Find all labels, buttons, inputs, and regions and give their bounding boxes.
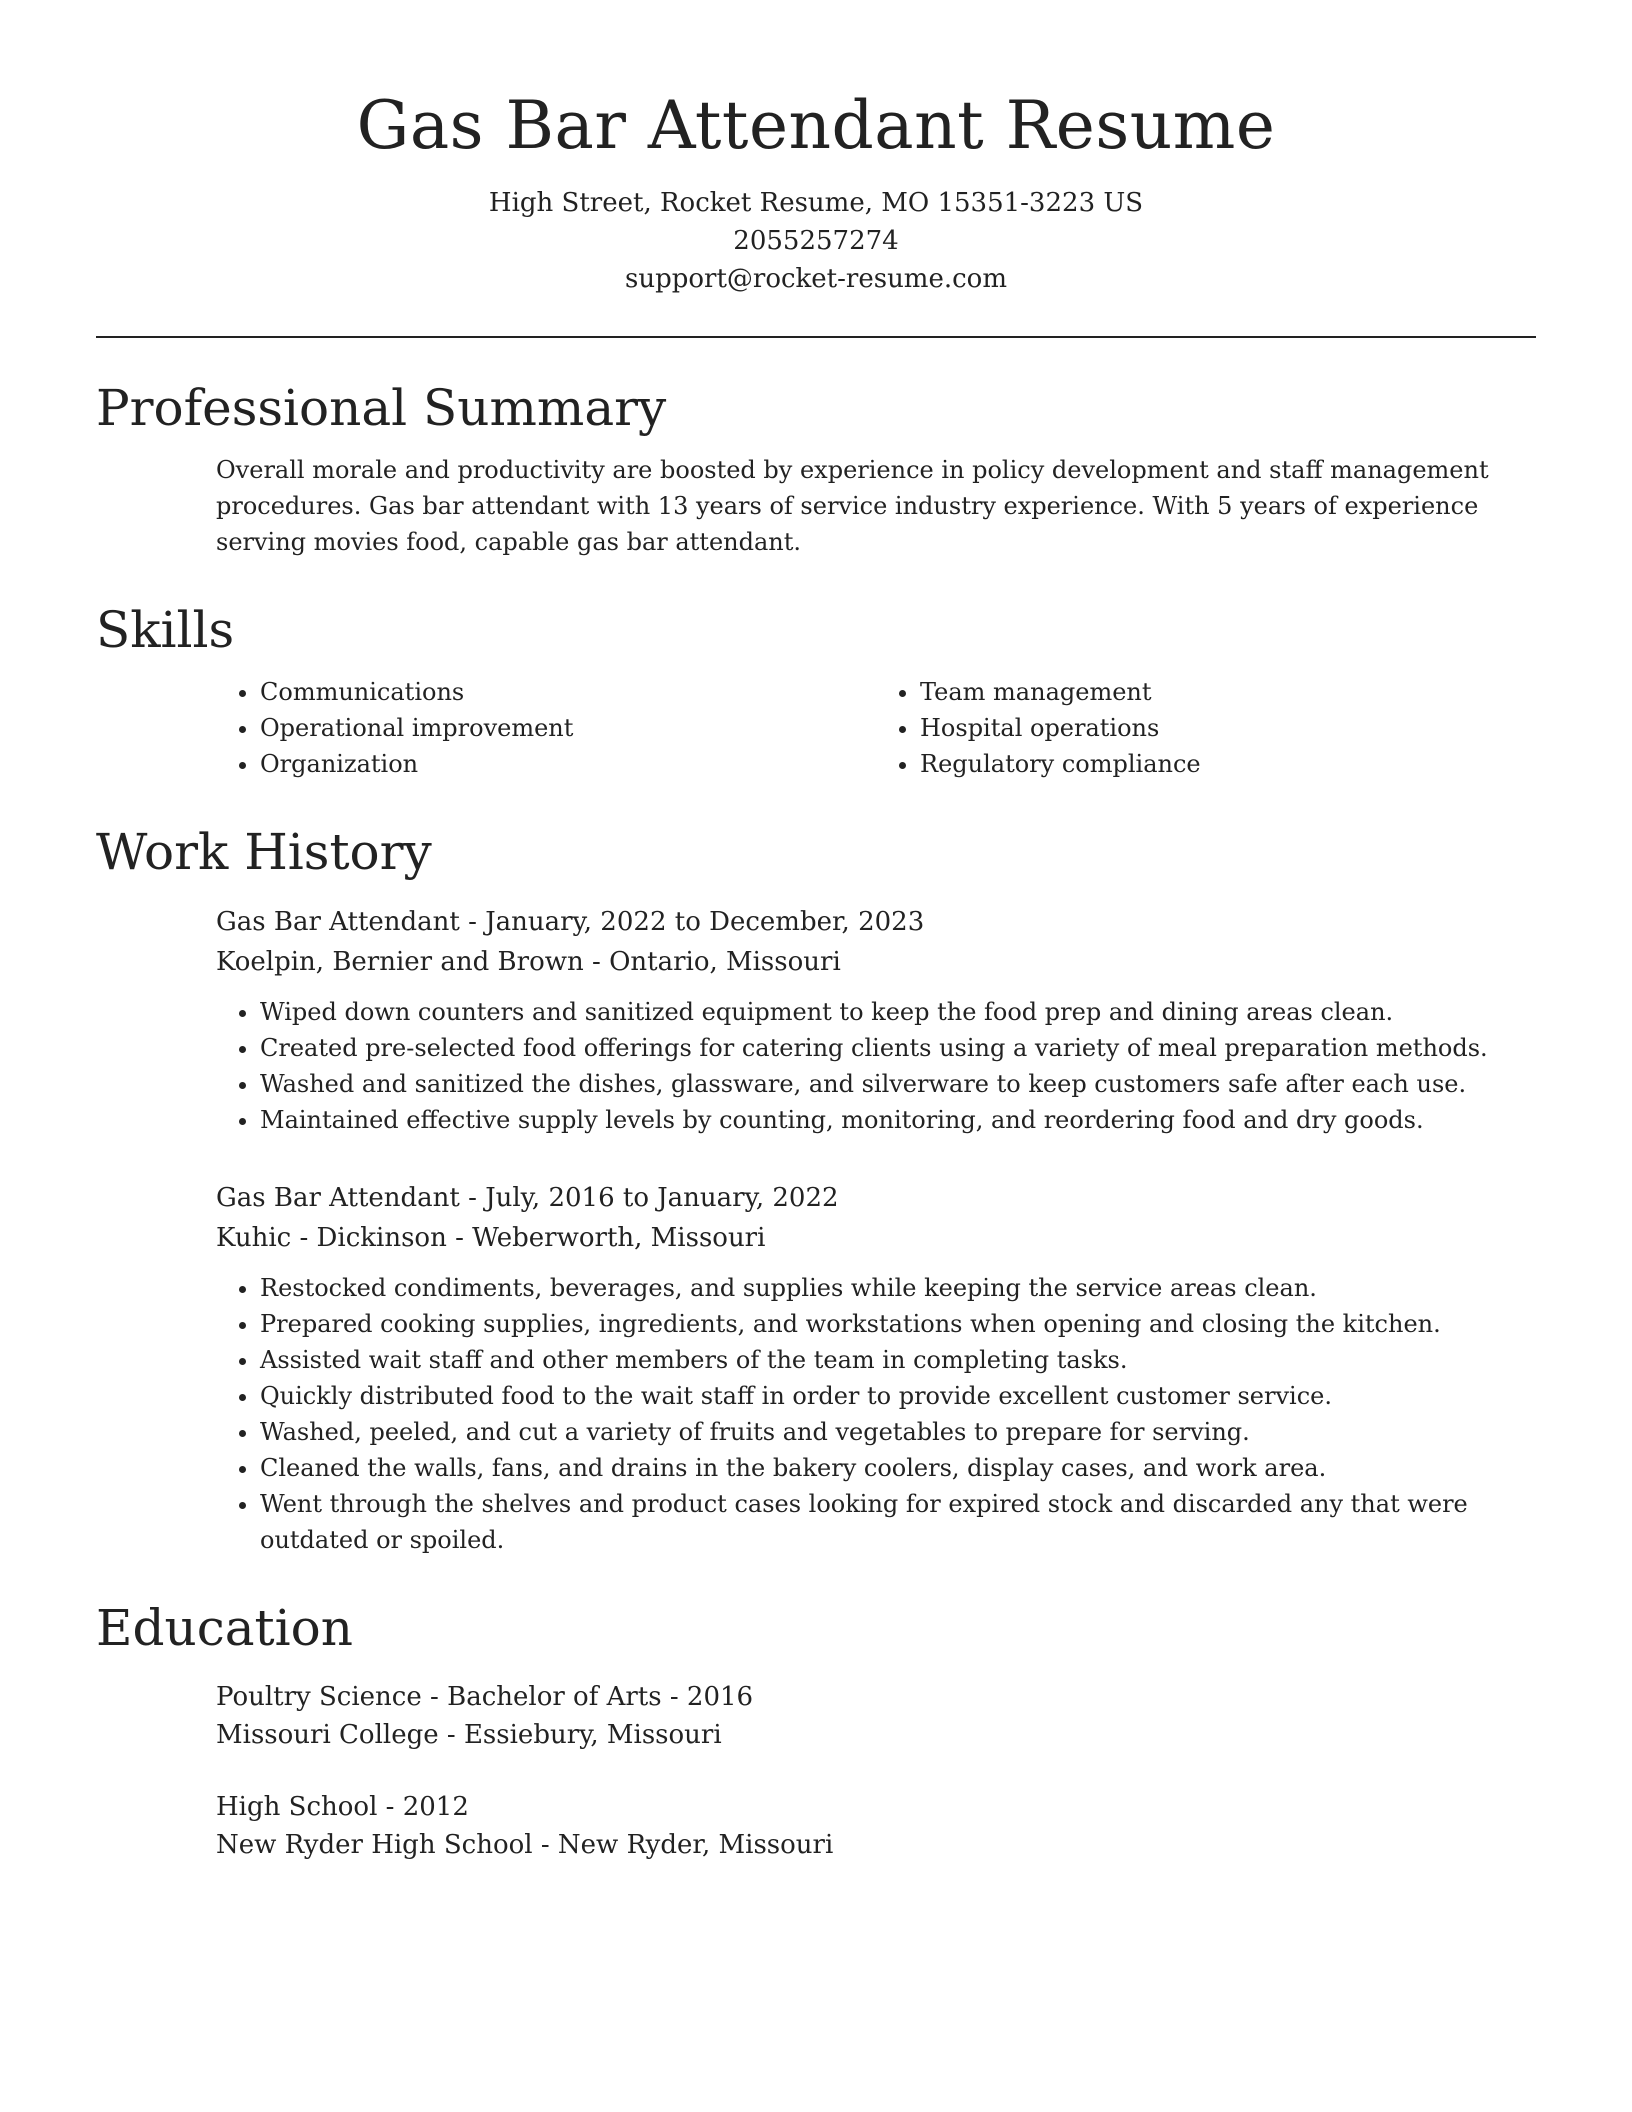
education-section — [96, 1598, 1536, 1864]
list-item: • Prepared cooking supplies, ingredients, and workstations when opening and closing the kitchen. — [260, 1306, 1536, 1342]
education-school-line: Missouri College - Essiebury, Missouri — [216, 1720, 722, 1750]
list-item: • Went through the shelves and product cases looking for expired stock and discarded any that were outdated or spoiled. — [260, 1486, 1536, 1558]
list-item: • Quickly distributed food to the wait staff in order to provide excellent customer service. — [260, 1378, 1536, 1414]
summary-text: Overall morale and productivity are boosted by experience in policy development and staff management procedures. Gas bar attendant with 13 years of service industry experience. With 5 years of experience serving movies food, capable gas bar attendant. — [216, 456, 1489, 556]
education-entry — [96, 1788, 1536, 1864]
job-bullets — [216, 994, 1536, 1138]
skills-column-right — [876, 674, 1536, 782]
job-dates: January, 2022 to December, 2023 — [485, 907, 925, 937]
education-school: New Ryder High School — [216, 1830, 533, 1860]
list-item: • Cleaned the walls, fans, and drains in the bakery coolers, display cases, and work area. — [260, 1450, 1536, 1486]
skill-item: • Regulatory compliance — [920, 746, 1536, 782]
work-history-section — [96, 822, 1536, 1558]
resume-header — [96, 0, 1536, 298]
contact-info — [96, 184, 1536, 298]
education-field: Poultry Science — [216, 1682, 422, 1712]
job-company-line: Koelpin, Bernier and Brown - Ontario, Missouri — [216, 947, 841, 977]
skill-item: • Hospital operations — [920, 710, 1536, 746]
job-role: Gas Bar Attendant — [216, 907, 460, 937]
resume-title: Gas Bar Attendant Resume — [356, 87, 1276, 164]
list-item: • Created pre-selected food offerings for catering clients using a variety of meal preparation methods. — [260, 1030, 1536, 1066]
job-title-line: Gas Bar Attendant - January, 2022 to December, 2023 — [216, 907, 925, 937]
education-location: Essiebury, Missouri — [463, 1720, 722, 1750]
email: support@rocket-resume.com — [624, 264, 1007, 294]
education-year: 2016 — [686, 1682, 754, 1712]
education-location: New Ryder, Missouri — [557, 1830, 834, 1860]
professional-summary-section — [96, 378, 1536, 560]
education-degree-line: Poultry Science - Bachelor of Arts - 2016 — [216, 1682, 754, 1712]
education-school-line: New Ryder High School - New Ryder, Missouri — [216, 1830, 834, 1860]
section-title-education: Education — [96, 1599, 353, 1657]
skills-column-left — [216, 674, 876, 782]
skill-item: • Operational improvement — [260, 710, 876, 746]
job-company: Koelpin, Bernier and Brown — [216, 947, 584, 977]
list-item: • Wiped down counters and sanitized equipment to keep the food prep and dining areas clean. — [260, 994, 1536, 1030]
education-entry — [96, 1678, 1536, 1754]
skills-section — [96, 600, 1536, 782]
job-entry — [96, 1178, 1536, 1558]
skill-item: • Organization — [260, 746, 876, 782]
job-location: Weberworth, Missouri — [472, 1223, 766, 1253]
phone: 2055257274 — [733, 226, 899, 256]
education-year: 2012 — [402, 1792, 469, 1822]
skill-item: • Team management — [920, 674, 1536, 710]
job-company-line: Kuhic - Dickinson - Weberworth, Missouri — [216, 1223, 766, 1253]
header-divider — [96, 336, 1536, 338]
list-item: • Restocked condiments, beverages, and supplies while keeping the service areas clean. — [260, 1270, 1536, 1306]
skill-item: • Communications — [260, 674, 876, 710]
list-item: • Assisted wait staff and other members of the team in completing tasks. — [260, 1342, 1536, 1378]
address: High Street, Rocket Resume, MO 15351-3223 US — [488, 188, 1144, 218]
job-title-line: Gas Bar Attendant - July, 2016 to January, 2022 — [216, 1183, 839, 1213]
section-title-summary: Professional Summary — [96, 379, 667, 437]
education-field: High School — [216, 1792, 378, 1822]
job-company: Kuhic - Dickinson — [216, 1223, 447, 1253]
job-bullets — [216, 1270, 1536, 1558]
skills-list — [96, 674, 1536, 782]
job-dates: July, 2016 to January, 2022 — [485, 1183, 839, 1213]
job-entry — [96, 902, 1536, 1138]
list-item: • Washed and sanitized the dishes, glassware, and silverware to keep customers safe after each use. — [260, 1066, 1536, 1102]
job-role: Gas Bar Attendant — [216, 1183, 460, 1213]
education-degree-line: High School - 2012 — [216, 1792, 469, 1822]
job-location: Ontario, Missouri — [609, 947, 841, 977]
education-school: Missouri College — [216, 1720, 439, 1750]
list-item: • Maintained effective supply levels by counting, monitoring, and reordering food and dry goods. — [260, 1102, 1536, 1138]
list-item: • Washed, peeled, and cut a variety of fruits and vegetables to prepare for serving. — [260, 1414, 1536, 1450]
section-title-skills: Skills — [96, 601, 235, 659]
section-title-work: Work History — [96, 823, 432, 881]
education-degree: Bachelor of Arts — [447, 1682, 662, 1712]
